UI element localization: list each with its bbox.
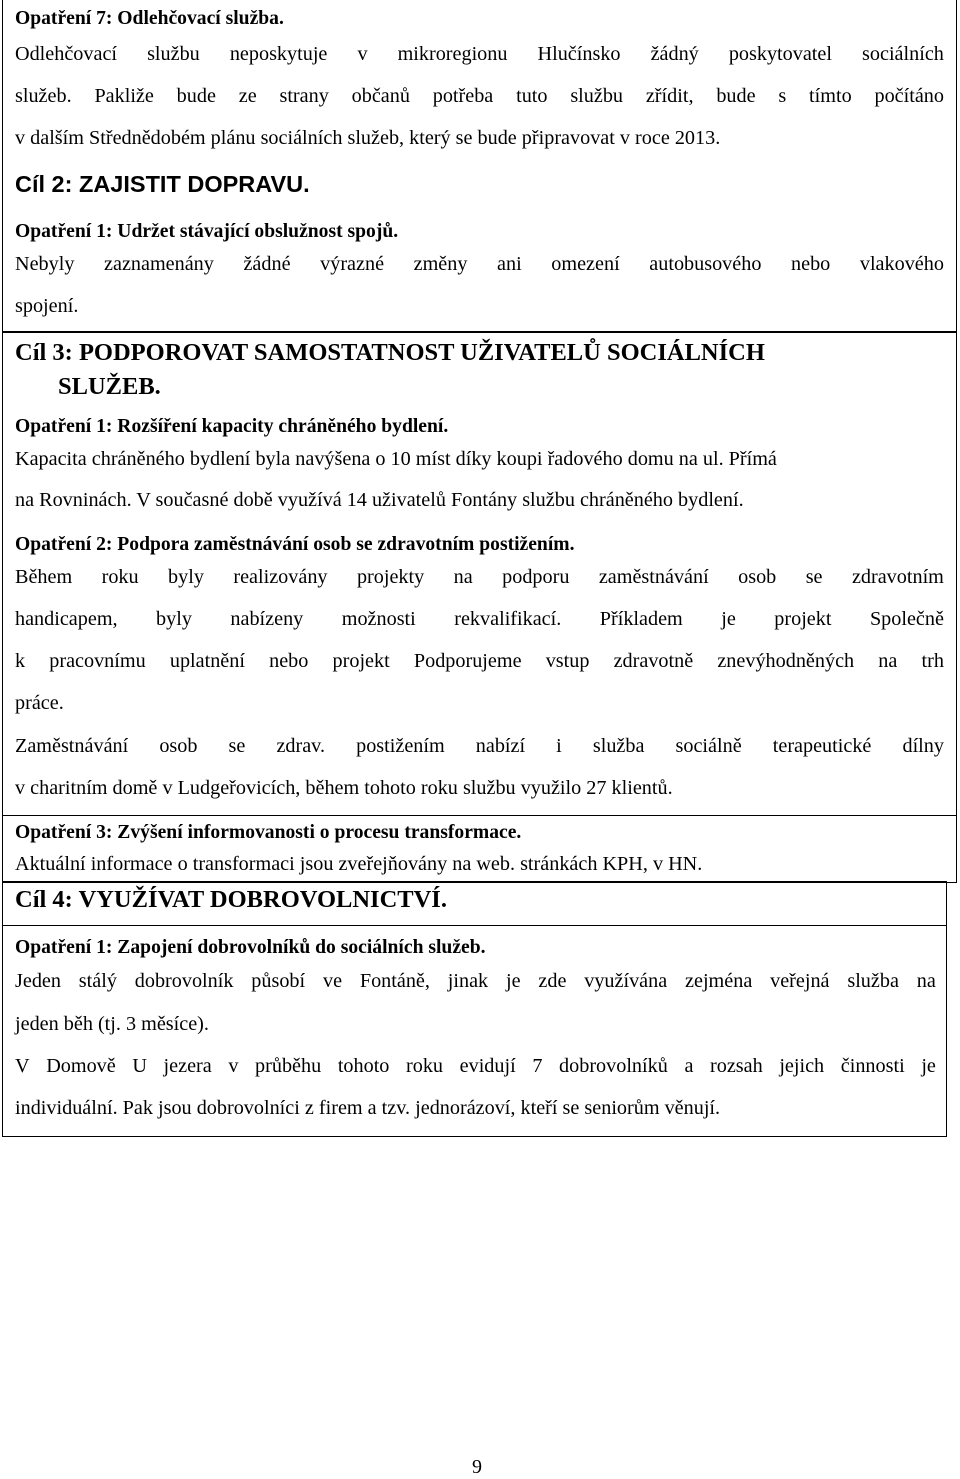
goal-title: Cíl 3: PODPOROVAT SAMOSTATNOST UŽIVATELŮ SOCIÁLNÍCH [15,339,765,366]
paragraph-line: práce. [15,692,64,714]
paragraph-line: Zaměstnávání osob se zdrav. postižením nabízí i služba sociálně terapeutické dílny [15,735,944,757]
table-divider [2,815,957,816]
paragraph-line: jeden běh (tj. 3 měsíce). [15,1013,209,1035]
goal-title: Cíl 2: ZAJISTIT DOPRAVU. [15,171,310,197]
paragraph-line: Aktuální informace o transformaci jsou zveřejňovány na web. stránkách KPH, v HN. [15,853,703,875]
paragraph-line: Kapacita chráněného bydlení byla navýšena o 10 míst díky koupi řadového domu na ul. Přímá [15,448,777,470]
paragraph-line: handicapem, byly nabízeny možnosti rekvalifikací. Příkladem je projekt Společně [15,608,944,630]
paragraph-line: služeb. Pakliže bude ze strany občanů potřeba tuto službu zřídit, bude s tímto počítáno [15,85,944,107]
table-divider [2,925,947,926]
paragraph-line: Nebyly zaznamenány žádné výrazné změny ani omezení autobusového nebo vlakového [15,253,944,275]
paragraph-line: k pracovnímu uplatnění nebo projekt Podporujeme vstup zdravotně znevýhodněných na trh [15,650,944,672]
measure-heading: Opatření 1: Udržet stávající obslužnost spojů. [15,221,399,242]
paragraph-line: na Rovninách. V současné době využívá 14 uživatelů Fontány službu chráněného bydlení. [15,489,744,511]
paragraph-line: individuální. Pak jsou dobrovolníci z firem a tzv. jednorázoví, kteří se seniorům věnují. [15,1097,721,1119]
measure-heading: Opatření 1: Zapojení dobrovolníků do sociálních služeb. [15,937,486,958]
paragraph-line: Jeden stálý dobrovolník působí ve Fontáně, jinak je zde využívána zejména veřejná služba na [15,970,936,992]
goal-title: Cíl 4: VYUŽÍVAT DOBROVOLNICTVÍ. [15,886,447,913]
paragraph-line: v dalším Střednědobém plánu sociálních služeb, který se bude připravovat v roce 2013. [15,127,721,149]
measure-heading: Opatření 7: Odlehčovací služba. [15,8,284,29]
paragraph-line: spojení. [15,295,79,317]
paragraph-line: V Domově U jezera v průběhu tohoto roku evidují 7 dobrovolníků a rozsah jejich činnosti je [15,1055,936,1077]
section-frame-middle [2,331,957,883]
paragraph-line: Odlehčovací službu neposkytuje v mikroregionu Hlučínsko žádný poskytovatel sociálních [15,43,944,65]
measure-heading: Opatření 2: Podpora zaměstnávání osob se zdravotním postižením. [15,534,575,555]
paragraph-line: Během roku byly realizovány projekty na podporu zaměstnávání osob se zdravotním [15,566,944,588]
measure-heading: Opatření 1: Rozšíření kapacity chráněného bydlení. [15,416,449,437]
measure-heading: Opatření 3: Zvýšení informovanosti o procesu transformace. [15,822,522,843]
page-number: 9 [472,1456,482,1478]
paragraph-line: v charitním domě v Ludgeřovicích, během tohoto roku službu využilo 27 klientů. [15,777,673,799]
goal-title: SLUŽEB. [58,373,161,400]
